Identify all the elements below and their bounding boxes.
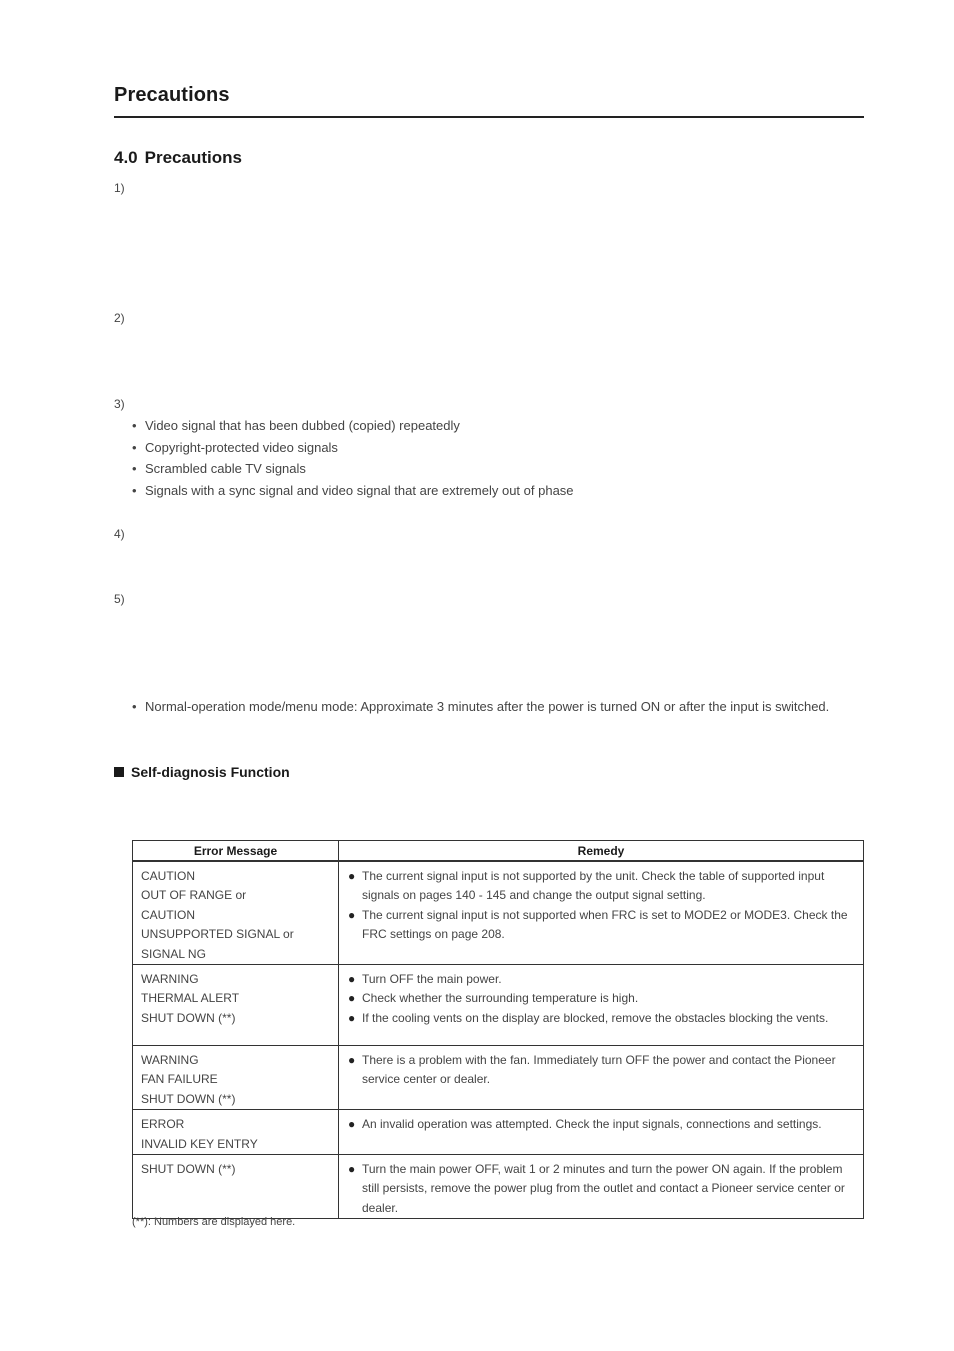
bullet-dot-icon: ● [348,972,356,987]
table-row [133,965,864,1046]
section-heading [114,148,242,168]
error-message-cell: WARNING FAN FAILURE SHUT DOWN (**) [133,1046,339,1110]
item-number-3: 3) [114,397,125,411]
remedy-item: ● An invalid operation was attempted. Check the input signals, connections and settings. [348,1115,851,1134]
table-footnote: (**): Numbers are displayed here. [132,1216,296,1228]
error-message-cell: ERROR INVALID KEY ENTRY [133,1110,339,1155]
item-number-5: 5) [114,592,125,606]
title-divider [114,116,864,118]
list-item: • Normal-operation mode/menu mode: Approximate 3 minutes after the power is turned ON or after the input is switched. [132,699,830,714]
bullet-dot-icon: ● [348,1053,356,1068]
bullet-dot-icon: ● [348,869,356,883]
bullet-dot-icon: ● [348,991,356,1006]
list-item: • Copyright-protected video signals [132,440,338,455]
bullet-dot-icon: ● [348,1117,356,1132]
remedy-item: ● Turn the main power OFF, wait 1 or 2 minutes and turn the power ON again. If the problem still persists, remove the power plug from the outlet and contact a Pioneer service center or dealer. [348,1162,845,1215]
item-number-4: 4) [114,527,125,541]
column-header-error-message: Error Message [133,841,339,862]
remedy-item: ● The current signal input is not supported by the unit. Check the table of supported input signals on pages 140 - 145 and change the output signal setting. [348,869,825,903]
error-message-table [132,840,864,1219]
list-item: • Signals with a sync signal and video signal that are extremely out of phase [132,483,574,498]
remedy-cell [339,965,864,1046]
item-number-2: 2) [114,311,125,325]
error-message-cell: WARNING THERMAL ALERT SHUT DOWN (**) [133,965,339,1046]
remedy-item: ● Check whether the surrounding temperature is high. [348,989,851,1008]
table-row [133,1110,864,1155]
remedy-item: ● If the cooling vents on the display are blocked, remove the obstacles blocking the vents. [348,1009,851,1028]
error-message-cell: CAUTION OUT OF RANGE or CAUTION UNSUPPORTED SIGNAL or SIGNAL NG [133,861,339,965]
remedy-item: ● Turn OFF the main power. [348,970,851,989]
table-row [133,1155,864,1219]
remedy-cell [339,1110,864,1155]
table-header-row [133,841,864,862]
square-bullet-icon [114,767,124,777]
self-diagnosis-heading: Self-diagnosis Function [114,764,290,780]
page-title: Precautions [114,84,230,106]
list-item: • Video signal that has been dubbed (copied) repeatedly [132,418,460,433]
remedy-cell [339,1046,864,1110]
bullet-dot-icon: ● [348,1010,356,1025]
remedy-cell [339,1155,864,1219]
table-row [133,861,864,965]
remedy-item: ● The current signal input is not supported when FRC is set to MODE2 or MODE3. Check the FRC settings on page 208. [348,907,848,942]
error-message-cell: SHUT DOWN (**) [133,1155,339,1219]
bullet-dot-icon: ● [348,907,356,922]
list-item: • Scrambled cable TV signals [132,461,306,476]
remedy-cell [339,861,864,965]
section-title: Precautions [144,148,242,167]
bullet-dot-icon: ● [348,1162,356,1177]
item-number-1: 1) [114,181,125,195]
remedy-item: ● There is a problem with the fan. Immediately turn OFF the power and contact the Pioneer service center or dealer. [348,1053,836,1087]
table-row [133,1046,864,1110]
column-header-remedy: Remedy [339,841,864,862]
section-number: 4.0 [114,148,138,167]
